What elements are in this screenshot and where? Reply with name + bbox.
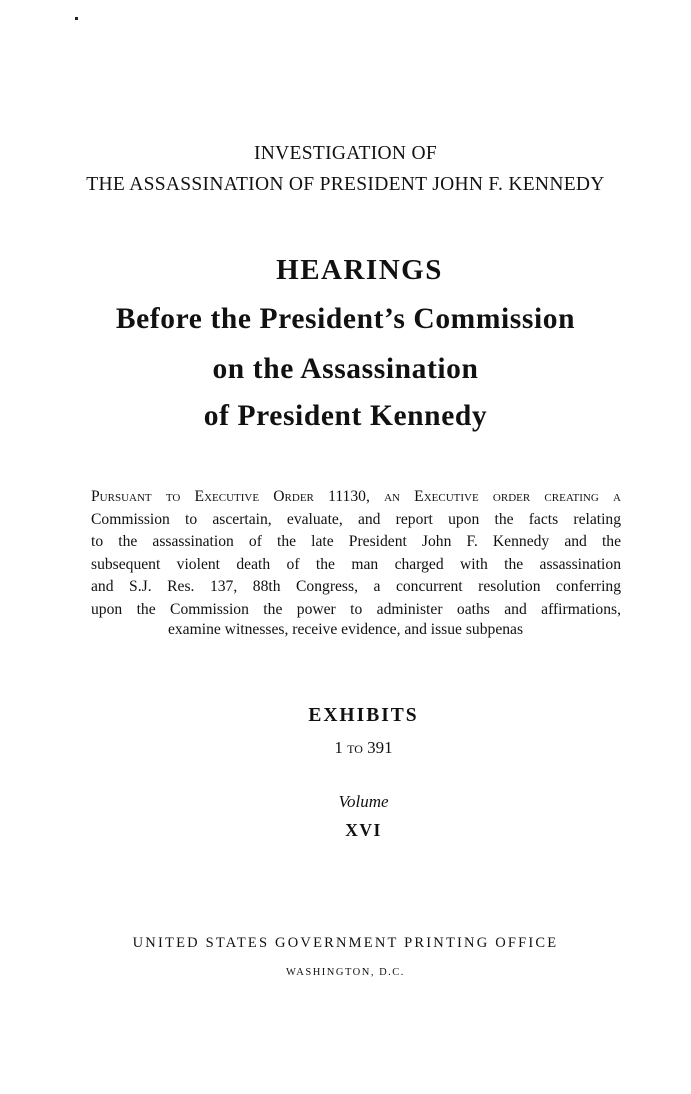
print-speck (75, 17, 78, 20)
authority-line-1: Pursuant to Executive Order 11130, an Executive order creating a (91, 488, 621, 505)
hearings-title: HEARINGS (276, 254, 443, 286)
header-line-1: INVESTIGATION OF (254, 143, 437, 164)
exhibits-title: EXHIBITS (308, 705, 419, 726)
publisher-name: UNITED STATES GOVERNMENT PRINTING OFFICE (132, 935, 559, 951)
exhibits-range: 1 to 391 (334, 738, 393, 757)
commission-line-1: Before the President’s Commission (115, 303, 576, 335)
commission-line-3: of President Kennedy (203, 400, 488, 432)
header-line-2: THE ASSASSINATION OF PRESIDENT JOHN F. KENNEDY (86, 174, 605, 195)
authority-line-6: upon the Commission the power to administer oaths and affirmations, (91, 600, 621, 618)
authority-line-5: and S.J. Res. 137, 88th Congress, a concurrent resolution conferring (91, 578, 621, 595)
publisher-city: WASHINGTON, D.C. (286, 967, 405, 978)
authority-line-4: subsequent violent death of the man charged with the assassination (91, 555, 621, 573)
authority-line-3: to the assassination of the late President John F. Kennedy and the (91, 533, 621, 550)
volume-label: Volume (338, 792, 389, 811)
authority-paragraph (91, 486, 621, 621)
volume-number: XVI (345, 820, 382, 840)
authority-line-2: Commission to ascertain, evaluate, and report upon the facts relating (91, 510, 621, 528)
commission-line-2: on the Assassination (212, 353, 479, 385)
authority-line-7: examine witnesses, receive evidence, and issue subpenas (167, 621, 524, 638)
